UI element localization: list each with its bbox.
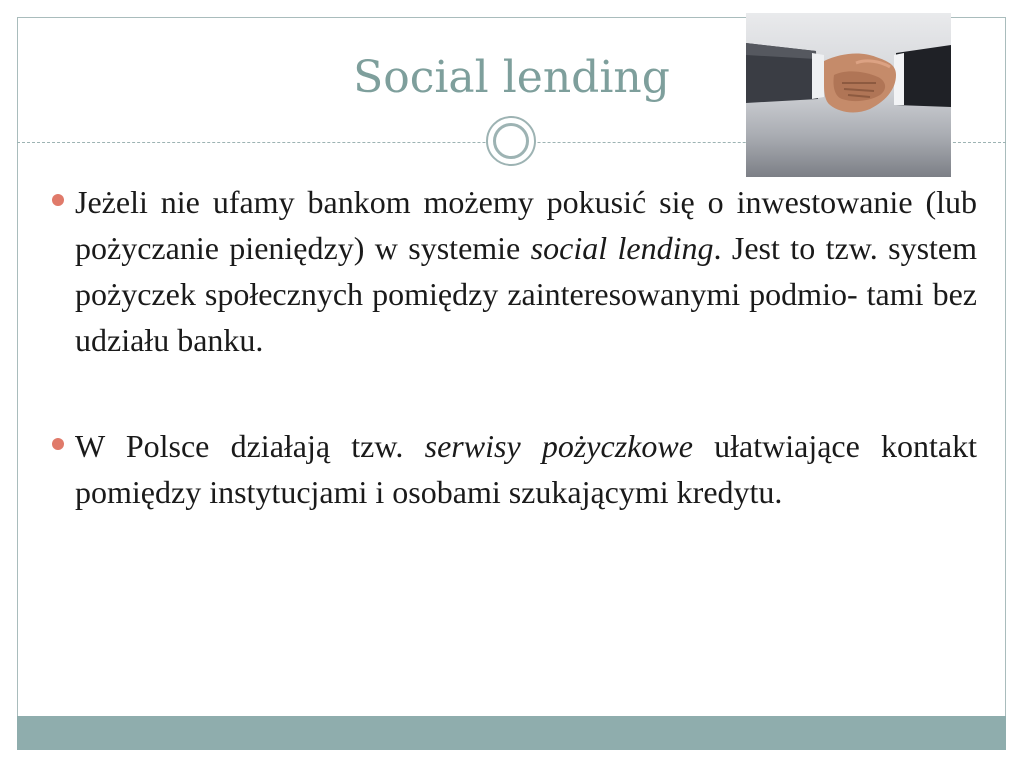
bullet-item [75,423,977,515]
bullet-item [75,179,977,363]
slide-title: Social lending [353,52,670,103]
bullet-dot-icon [52,194,64,206]
bullet-text: ułatwiające kontakt pomiędzy instytucjami i osobami szukającymi kredytu. [75,428,978,510]
handshake-illustration [746,13,951,177]
footer-band [17,716,1006,750]
bullet-text: W Polsce działają tzw. [75,428,425,464]
bullet-text: . Jest to tzw. system pożyczek społecznych pomiędzy zainteresowanymi podmio- tami bez udziału banku. [75,230,978,358]
bullet-italic-term: social lending [530,230,714,266]
handshake-photo [746,13,951,177]
bullet-text: Jeżeli nie ufamy bankom możemy pokusić się o inwestowanie (lub pożyczanie pieniędzy) w systemie [75,184,977,266]
divider-circle-ornament [486,116,536,166]
bullet-dot-icon [52,438,64,450]
bullet-italic-term: serwisy pożyczkowe [424,428,693,464]
slide-content [75,179,977,575]
